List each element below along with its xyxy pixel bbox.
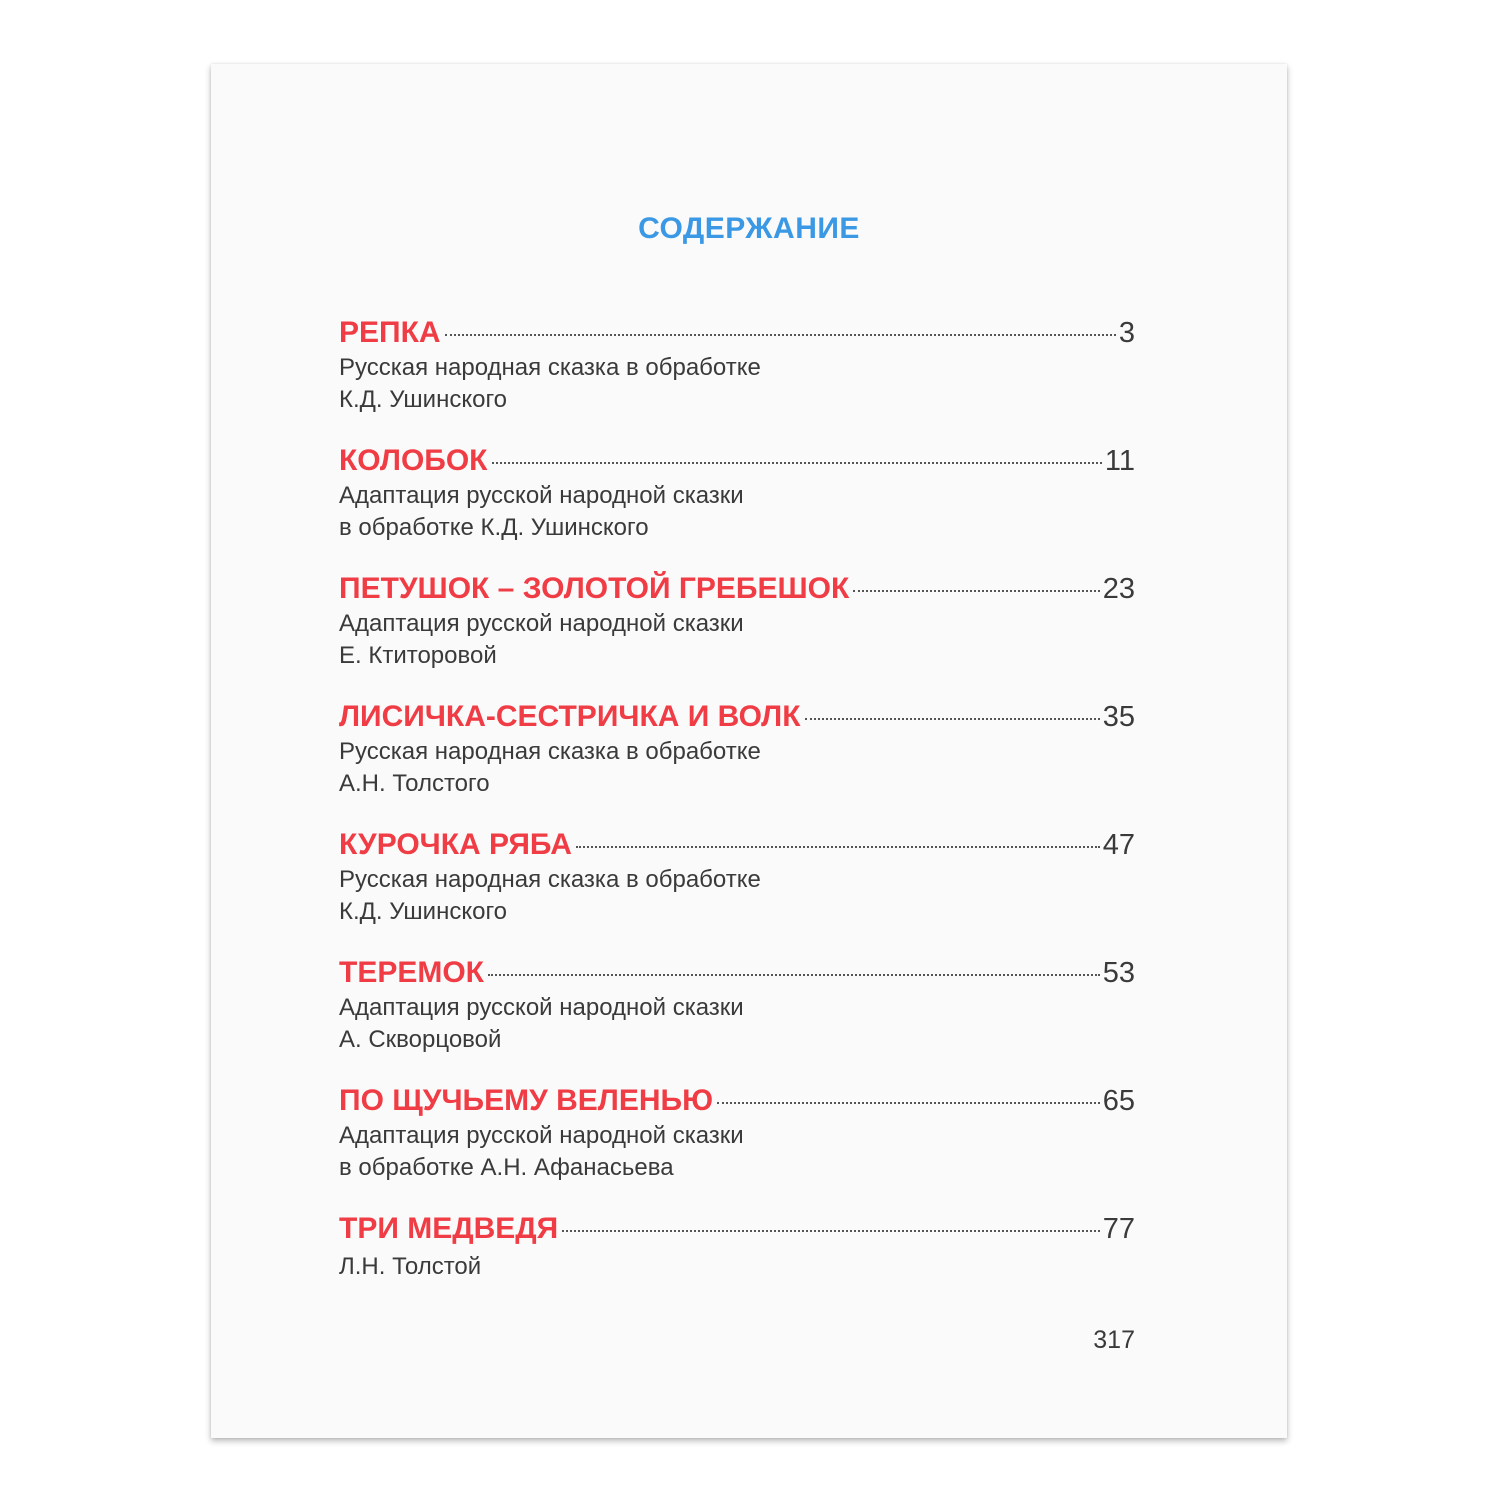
page-number: 3 bbox=[1118, 317, 1135, 349]
toc-entry[interactable] bbox=[339, 570, 1135, 698]
story-title: ПЕТУШОК – ЗОЛОТОЙ ГРЕБЕШОК bbox=[339, 572, 850, 605]
toc-entry-header bbox=[339, 442, 1135, 480]
story-credit bbox=[339, 352, 1135, 416]
story-credit-line: Е. Ктиторовой bbox=[339, 642, 497, 669]
story-credit-line: в обработке К.Д. Ушинского bbox=[339, 514, 649, 541]
story-credit bbox=[339, 608, 1135, 672]
toc-entry[interactable] bbox=[339, 826, 1135, 954]
dot-leader bbox=[445, 334, 1116, 336]
toc-entry[interactable] bbox=[339, 1210, 1135, 1338]
dot-leader bbox=[562, 1230, 1100, 1232]
dot-leader bbox=[717, 1102, 1100, 1104]
toc-entry[interactable] bbox=[339, 698, 1135, 826]
page-number: 47 bbox=[1102, 829, 1135, 861]
story-title: ТЕРЕМОК bbox=[339, 956, 484, 989]
book-page bbox=[211, 64, 1287, 1438]
story-title: ТРИ МЕДВЕДЯ bbox=[339, 1212, 559, 1245]
toc-entry-header bbox=[339, 954, 1135, 992]
story-credit-line: Адаптация русской народной сказки bbox=[339, 482, 744, 509]
dot-leader bbox=[488, 974, 1100, 976]
story-credit-line: Русская народная сказка в обработке bbox=[339, 354, 761, 381]
story-credit-line: Русская народная сказка в обработке bbox=[339, 866, 761, 893]
toc-entry-header bbox=[339, 570, 1135, 608]
story-credit bbox=[339, 1120, 1135, 1184]
toc-entry-header bbox=[339, 698, 1135, 736]
story-credit bbox=[339, 1251, 1135, 1283]
story-credit bbox=[339, 992, 1135, 1056]
toc-entry-header bbox=[339, 1082, 1135, 1120]
page-number: 11 bbox=[1104, 445, 1135, 477]
story-title: КУРОЧКА РЯБА bbox=[339, 828, 572, 861]
story-credit bbox=[339, 736, 1135, 800]
story-title: ПО ЩУЧЬЕМУ ВЕЛЕНЬЮ bbox=[339, 1084, 714, 1117]
page-number: 65 bbox=[1102, 1085, 1135, 1117]
story-title: РЕПКА bbox=[339, 316, 441, 349]
story-credit-line: К.Д. Ушинского bbox=[339, 386, 508, 413]
dot-leader bbox=[805, 718, 1100, 720]
story-title: ЛИСИЧКА-СЕСТРИЧКА И ВОЛК bbox=[339, 700, 801, 733]
dot-leader bbox=[853, 590, 1099, 592]
toc-entry[interactable] bbox=[339, 314, 1135, 442]
toc-entry-header bbox=[339, 826, 1135, 864]
story-credit-line: Адаптация русской народной сказки bbox=[339, 1122, 744, 1149]
page-number: 53 bbox=[1102, 957, 1135, 989]
toc-entry-header bbox=[339, 314, 1135, 352]
story-credit-line: Адаптация русской народной сказки bbox=[339, 994, 744, 1021]
toc-entry[interactable] bbox=[339, 954, 1135, 1082]
page-number: 77 bbox=[1102, 1213, 1135, 1245]
story-title: КОЛОБОК bbox=[339, 444, 488, 477]
story-credit-line: в обработке А.Н. Афанасьева bbox=[339, 1154, 674, 1181]
toc-list bbox=[339, 314, 1135, 1338]
page-number: 35 bbox=[1102, 701, 1135, 733]
story-credit-line: Русская народная сказка в обработке bbox=[339, 738, 761, 765]
story-credit-line: Л.Н. Толстой bbox=[339, 1253, 482, 1280]
toc-entry[interactable] bbox=[339, 442, 1135, 570]
story-credit-line: Адаптация русской народной сказки bbox=[339, 610, 744, 637]
page-folio-number: 317 bbox=[1093, 1326, 1135, 1354]
story-credit bbox=[339, 480, 1135, 544]
page-title: СОДЕРЖАНИЕ bbox=[638, 212, 860, 245]
toc-entry[interactable] bbox=[339, 1082, 1135, 1210]
story-credit-line: А.Н. Толстого bbox=[339, 770, 490, 797]
dot-leader bbox=[492, 462, 1102, 464]
toc-entry-header bbox=[339, 1210, 1135, 1248]
dot-leader bbox=[576, 846, 1100, 848]
story-credit-line: К.Д. Ушинского bbox=[339, 898, 508, 925]
story-credit bbox=[339, 864, 1135, 928]
page-number: 23 bbox=[1102, 573, 1135, 605]
story-credit-line: А. Скворцовой bbox=[339, 1026, 502, 1053]
